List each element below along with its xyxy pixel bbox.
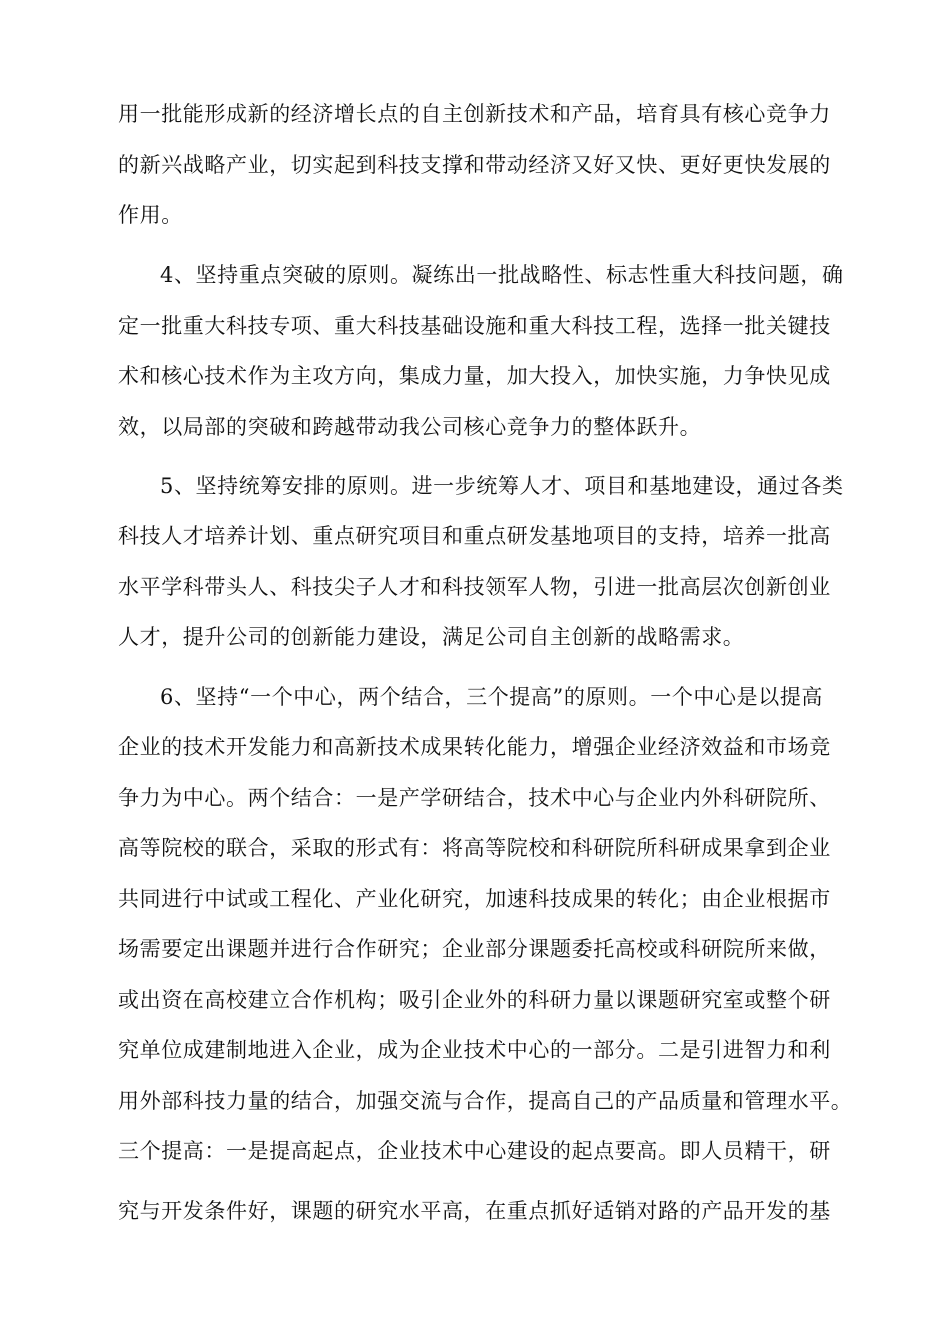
text-line: 用外部科技力量的结合，加强交流与合作，提高自己的产品质量和管理水平。 (118, 1089, 853, 1113)
text-line: 人才，提升公司的创新能力建设，满足公司自主创新的战略需求。 (118, 625, 745, 649)
text-line: 4、坚持重点突破的原则。凝练出一批战略性、标志性重大科技问题，确 (160, 263, 844, 287)
text-line: 究与开发条件好，课题的研究水平高，在重点抓好适销对路的产品开发的基 (118, 1199, 831, 1223)
text-line: 争力为中心。两个结合：一是产学研结合，技术中心与企业内外科研院所、 (118, 786, 831, 810)
text-line: 或出资在高校建立合作机构；吸引企业外的科研力量以课题研究室或整个研 (118, 988, 831, 1012)
text-line: 三个提高：一是提高起点，企业技术中心建设的起点要高。即人员精干，研 (118, 1139, 831, 1163)
text-line: 术和核心技术作为主攻方向，集成力量，加大投入，加快实施，力争快见成 (118, 364, 831, 388)
text-line: 水平学科带头人、科技尖子人才和科技领军人物，引进一批高层次创新创业 (118, 575, 831, 599)
text-line: 企业的技术开发能力和高新技术成果转化能力，增强企业经济效益和市场竞 (118, 735, 831, 759)
text-line: 共同进行中试或工程化、产业化研究，加速科技成果的转化；由企业根据市 (118, 887, 831, 911)
text-line: 6、坚持“一个中心，两个结合，三个提高”的原则。一个中心是以提高 (160, 685, 824, 709)
text-line: 作用。 (118, 203, 183, 227)
text-line: 5、坚持统筹安排的原则。进一步统筹人才、项目和基地建设，通过各类 (160, 474, 844, 498)
text-line: 高等院校的联合，采取的形式有：将高等院校和科研院所科研成果拿到企业 (118, 836, 831, 860)
text-line: 的新兴战略产业，切实起到科技支撑和带动经济又好又快、更好更快发展的 (118, 153, 831, 177)
text-line: 效，以局部的突破和跨越带动我公司核心竞争力的整体跃升。 (118, 415, 702, 439)
text-line: 定一批重大科技专项、重大科技基础设施和重大科技工程，选择一批关键技 (118, 314, 831, 338)
text-line: 场需要定出课题并进行合作研究；企业部分课题委托高校或科研院所来做， (118, 937, 831, 961)
text-line: 究单位成建制地进入企业，成为企业技术中心的一部分。二是引进智力和利 (118, 1038, 831, 1062)
text-line: 用一批能形成新的经济增长点的自主创新技术和产品，培育具有核心竞争力 (118, 102, 831, 126)
text-line: 科技人才培养计划、重点研究项目和重点研发基地项目的支持，培养一批高 (118, 524, 831, 548)
